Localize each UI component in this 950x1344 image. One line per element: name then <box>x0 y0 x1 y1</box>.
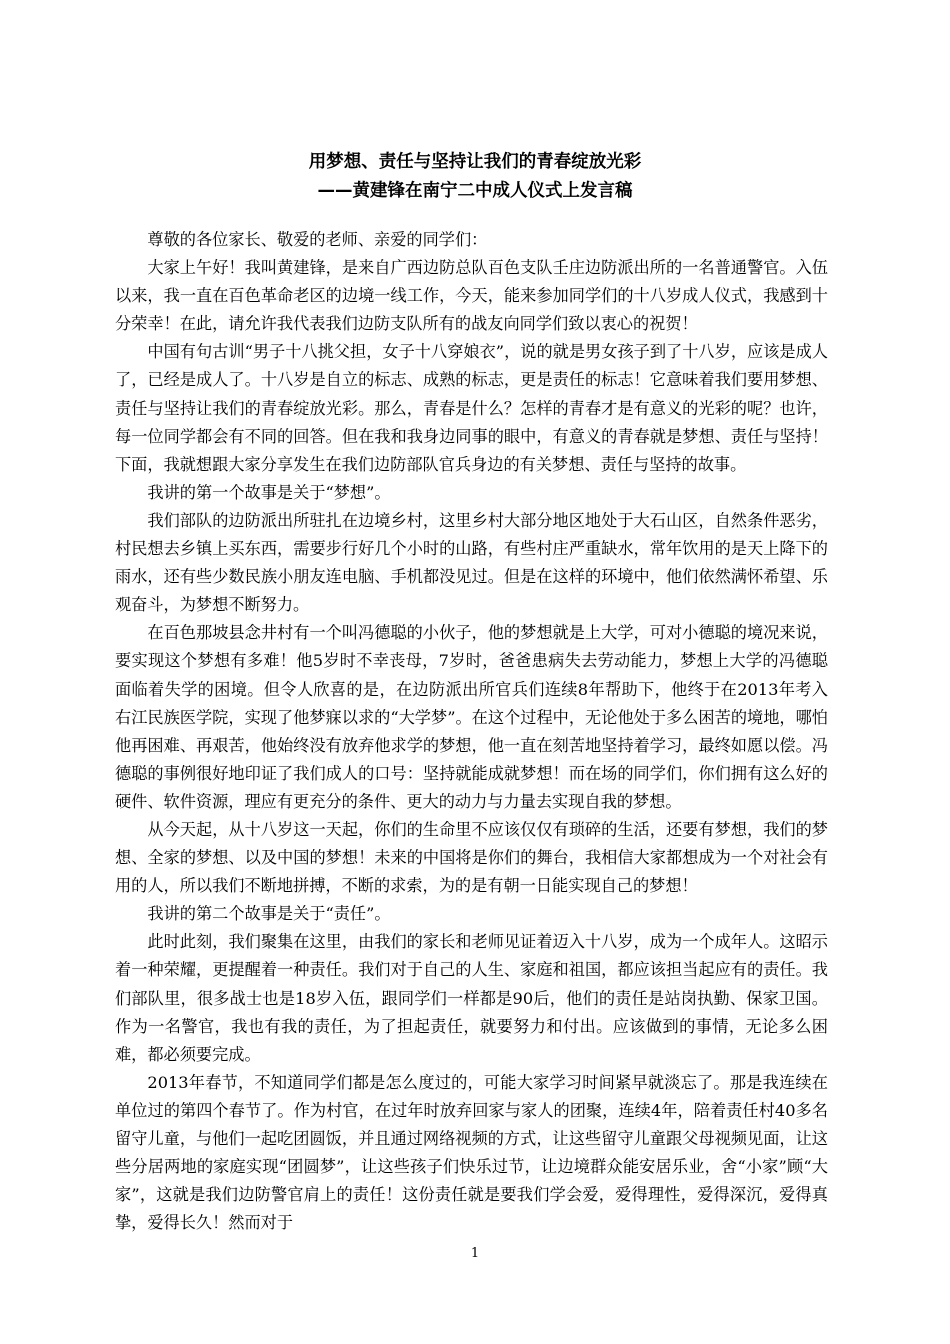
page-number: 1 <box>470 1246 480 1261</box>
document-subtitle: ——黄建锋在南宁二中成人仪式上发言稿 <box>317 181 633 201</box>
paragraph-feng-decong: 在百色那坡县念井村有一个叫冯德聪的小伙子，他的梦想就是上大学，可对小德聪的境况来说，要实现这个梦想有多难！他5岁时不幸丧母，7岁时，爸爸患病失去劳动能力，梦想上大学的冯德聪面临着失学的困境。但令人欣喜的是，在边防派出所官兵们连续8年帮助下，他终于在2013年考入右江民族医学院，实现了他梦寐以求的“大学梦”。在这个过程中，无论他处于多么困苦的境地，哪怕他再困难、再艰苦，他始终没有放弃他求学的梦想，他一直在刻苦地坚持着学习，最终如愿以偿。冯德聪的事例很好地印证了我们成人的口号：坚持就能成就梦想！而在场的同学们，你们拥有这么好的硬件、软件资源，理应有更充分的条件、更大的动力与力量去实现自我的梦想。 <box>115 623 828 811</box>
paragraph-salutation: 尊敬的各位家长、敬爱的老师、亲爱的同学们： <box>147 230 488 249</box>
paragraph-story-one-intro: 我讲的第一个故事是关于“梦想”。 <box>147 482 391 502</box>
document-title: 用梦想、责任与坚持让我们的青春绽放光彩 <box>308 152 642 172</box>
paragraph-greeting: 大家上午好！我叫黄建锋，是来自广西边防总队百色支队壬庄边防派出所的一名普通警官。入伍以来，我一直在百色革命老区的边境一线工作，今天，能来参加同学们的十八岁成人仪式，我感到十分荣幸！在此，请允许我代表我们边防支队所有的战友向同学们致以衷心的祝贺！ <box>115 258 828 334</box>
paragraph-dreams: 从今天起，从十八岁这一天起，你们的生命里不应该仅仅有琐碎的生活，还要有梦想，我们的梦想、全家的梦想、以及中国的梦想！未来的中国将是你们的舞台，我相信大家都想成为一个对社会有用的人，所以我们不断地拼搏，不断的求索，为的是有朝一日能实现自己的梦想！ <box>115 819 828 896</box>
paragraph-story-two-intro: 我讲的第二个故事是关于“责任”。 <box>147 904 391 924</box>
title-block <box>120 148 830 206</box>
document-body <box>115 226 828 1237</box>
paragraph-responsibility: 此时此刻，我们聚集在这里，由我们的家长和老师见证着迈入十八岁，成为一个成年人。这昭示着一种荣耀，更提醒着一种责任。我们对于自己的人生、家庭和祖国，都应该担当起应有的责任。我们部队里，很多战士也是18岁入伍，跟同学们一样都是90后，他们的责任是站岗执勤、保家卫国。作为一名警官，我也有我的责任，为了担起责任，就要努力和付出。应该做到的事情，无论多么困难，都必须要完成。 <box>115 932 828 1064</box>
paragraph-spring-festival: 2013年春节，不知道同学们都是怎么度过的，可能大家学习时间紧早就淡忘了。那是我连续在单位过的第四个春节了。作为村官，在过年时放弃回家与家人的团聚，连续4年，陪着责任村40多名留守儿童，与他们一起吃团圆饭，并且通过网络视频的方式，让这些留守儿童跟父母视频见面，让这些分居两地的家庭实现“团圆梦”，让这些孩子们快乐过节，让边境群众能安居乐业，舍“小家”顾“大家”，这就是我们边防警官肩上的责任！这份责任就是要我们学会爱，爱得理性，爱得深沉，爱得真挚，爱得长久！然而对于 <box>115 1072 828 1233</box>
paragraph-coming-of-age: 中国有句古训“男子十八挑父担，女子十八穿娘衣”，说的就是男女孩子到了十八岁，应该是成人了，已经是成人了。十八岁是自立的标志、成熟的标志，更是责任的标志！它意味着我们要用梦想、责任与坚持让我们的青春绽放光彩。那么，青春是什么？怎样的青春才是有意义的光彩的呢？也许，每一位同学都会有不同的回答。但在我和我身边同事的眼中，有意义的青春就是梦想、责任与坚持！下面，我就想跟大家分享发生在我们边防部队官兵身边的有关梦想、责任与坚持的故事。 <box>115 342 828 474</box>
paragraph-border-villages: 我们部队的边防派出所驻扎在边境乡村，这里乡村大部分地区地处于大石山区，自然条件恶劣，村民想去乡镇上买东西，需要步行好几个小时的山路，有些村庄严重缺水，常年饮用的是天上降下的雨水，还有些少数民族小朋友连电脑、手机都没见过。但是在这样的环境中，他们依然满怀希望、乐观奋斗，为梦想不断努力。 <box>115 510 828 615</box>
